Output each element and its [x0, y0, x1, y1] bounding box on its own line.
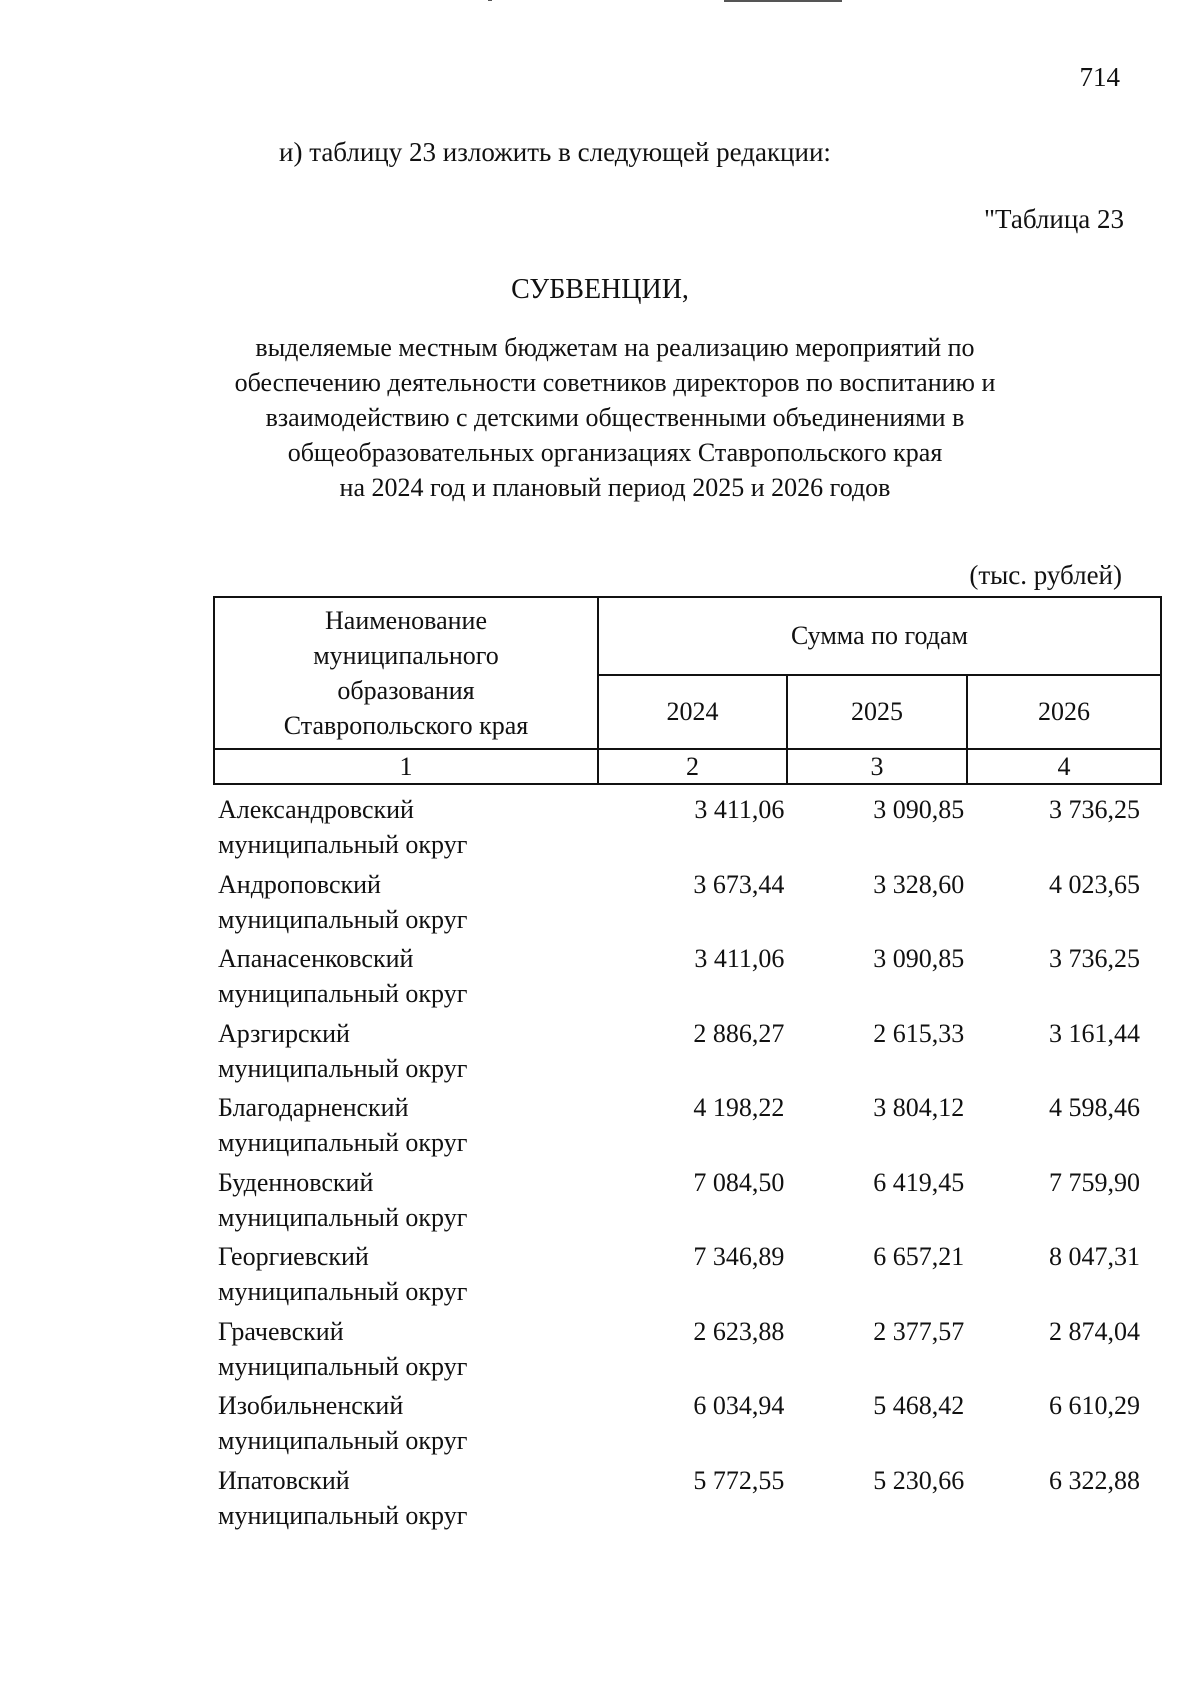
value-2024: 3 673,44 — [693, 869, 785, 899]
document-subtitle — [230, 330, 1000, 505]
value-2025: 3 804,12 — [873, 1093, 965, 1122]
subtitle-line: взаимодействию с детскими общественными объединениями в — [265, 403, 965, 432]
municipality-type-line: муниципальный округ — [218, 1426, 468, 1455]
value-2024: 4 198,22 — [693, 1093, 785, 1122]
value-2024: 3 411,06 — [694, 795, 785, 824]
municipality-name-line: Благодарненский — [218, 1093, 409, 1122]
value-2024: 6 034,94 — [693, 1391, 785, 1420]
value-2026: 7 759,90 — [1049, 1167, 1140, 1197]
table-row — [213, 792, 1160, 867]
header-name-line: Ставропольского края — [283, 711, 529, 740]
value-2026: 6 610,29 — [1049, 1391, 1140, 1420]
value-2026: 4 598,46 — [1049, 1093, 1140, 1122]
value-2025: 3 090,85 — [873, 944, 965, 973]
column-number: 1 — [214, 749, 598, 784]
municipality-name — [213, 1239, 602, 1314]
table-row — [213, 941, 1160, 1016]
intro-text: и) таблицу 23 изложить в следующей редакции: — [279, 137, 831, 167]
municipality-name-line: Андроповский — [218, 869, 381, 899]
table-row — [213, 1090, 1160, 1165]
municipality-name-line: Александровский — [218, 795, 414, 824]
value-2025: 2 615,33 — [873, 1018, 965, 1048]
municipality-name — [213, 1463, 602, 1538]
subsidies-table-header — [213, 596, 1162, 785]
municipality-type-line: муниципальный округ — [218, 979, 468, 1008]
header-name-line: муниципального — [313, 641, 499, 670]
subtitle-line: общеобразовательных организациях Ставропольского края — [287, 438, 943, 467]
municipality-name — [213, 792, 602, 867]
header-name-line: образования — [337, 676, 475, 705]
subtitle-line: обеспечению деятельности советников директоров по воспитанию и — [234, 368, 996, 397]
subsidies-table-body — [213, 792, 1160, 1537]
subtitle-line: на 2024 год и плановый период 2025 и 2026 годов — [339, 473, 891, 502]
value-2024: 2 623,88 — [693, 1316, 785, 1346]
document-title: СУБВЕНЦИИ, — [511, 274, 689, 305]
value-2025: 5 230,66 — [873, 1465, 965, 1495]
municipality-type-line: муниципальный округ — [218, 1500, 468, 1530]
municipality-name — [213, 1016, 602, 1091]
column-number: 4 — [967, 749, 1161, 784]
municipality-name-line: Буденновский — [218, 1167, 374, 1197]
table-row — [213, 1314, 1160, 1389]
table-caption: "Таблица 23 — [984, 204, 1124, 234]
municipality-type-line: муниципальный округ — [218, 904, 468, 934]
header-sum-by-years: Сумма по годам — [598, 597, 1161, 675]
value-2024: 2 886,27 — [693, 1018, 785, 1048]
value-2025: 3 090,85 — [873, 795, 965, 824]
municipality-name — [213, 941, 602, 1016]
municipality-name-line: Грачевский — [218, 1316, 344, 1346]
header-year-2026: 2026 — [967, 675, 1161, 749]
value-2024: 7 084,50 — [693, 1167, 785, 1197]
municipality-type-line: муниципальный округ — [218, 1202, 468, 1232]
municipality-name — [213, 867, 602, 942]
municipality-type-line: муниципальный округ — [218, 830, 468, 859]
municipality-type-line: муниципальный округ — [218, 1128, 468, 1157]
value-2026: 4 023,65 — [1049, 869, 1140, 899]
scan-artifact-dot — [488, 0, 492, 1]
municipality-name — [213, 1165, 602, 1240]
value-2024: 3 411,06 — [694, 944, 785, 973]
value-2026: 6 322,88 — [1049, 1465, 1140, 1495]
value-2024: 5 772,55 — [693, 1465, 785, 1495]
header-municipality — [214, 597, 598, 749]
municipality-name-line: Арзгирский — [218, 1018, 350, 1048]
municipality-type-line: муниципальный округ — [218, 1351, 468, 1381]
value-2026: 3 736,25 — [1049, 795, 1140, 824]
value-2026: 8 047,31 — [1049, 1242, 1140, 1271]
municipality-type-line: муниципальный округ — [218, 1277, 468, 1306]
table-row — [213, 867, 1160, 942]
page-number: 714 — [1079, 62, 1120, 92]
value-2025: 6 419,45 — [873, 1167, 965, 1197]
column-number: 3 — [787, 749, 967, 784]
municipality-name-line: Ипатовский — [218, 1465, 350, 1495]
value-2025: 5 468,42 — [873, 1391, 965, 1420]
header-year-2025: 2025 — [787, 675, 967, 749]
value-2025: 3 328,60 — [873, 869, 965, 899]
municipality-name-line: Изобильненский — [218, 1391, 404, 1420]
value-2026: 3 161,44 — [1049, 1018, 1140, 1048]
header-year-2024: 2024 — [598, 675, 787, 749]
value-2024: 7 346,89 — [693, 1242, 785, 1271]
municipality-name — [213, 1090, 602, 1165]
value-2026: 3 736,25 — [1049, 944, 1140, 973]
scan-artifact-line — [724, 0, 842, 2]
table-row — [213, 1239, 1160, 1314]
table-row — [213, 1165, 1160, 1240]
value-2025: 2 377,57 — [873, 1316, 965, 1346]
municipality-name-line: Апанасенковский — [218, 944, 414, 973]
table-row — [213, 1388, 1160, 1463]
subtitle-line: выделяемые местным бюджетам на реализацию мероприятий по — [255, 333, 975, 362]
column-number: 2 — [598, 749, 787, 784]
table-row — [213, 1016, 1160, 1091]
municipality-name-line: Георгиевский — [218, 1242, 369, 1271]
value-2026: 2 874,04 — [1049, 1316, 1140, 1346]
municipality-type-line: муниципальный округ — [218, 1053, 468, 1083]
municipality-name — [213, 1388, 602, 1463]
municipality-name — [213, 1314, 602, 1389]
table-row — [213, 1463, 1160, 1538]
header-name-line: Наименование — [325, 606, 487, 635]
units-label: (тыс. рублей) — [969, 560, 1122, 590]
value-2025: 6 657,21 — [873, 1242, 965, 1271]
